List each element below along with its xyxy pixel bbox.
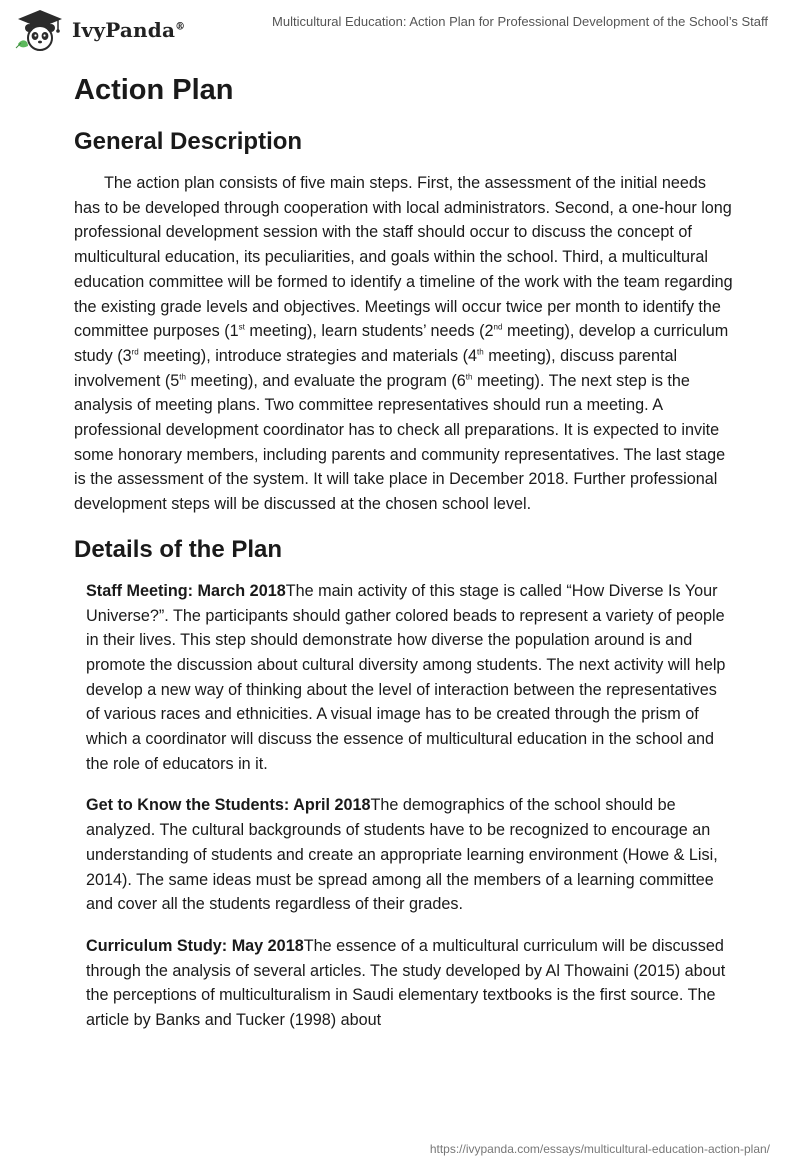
article-content (74, 70, 734, 1050)
plan-item-text: The demographics of the school should be analyzed. The cultural backgrounds of students have to be recognized to encourage an understanding of students and create an appropriate learning environment (Howe & Lisi, 2014). The same ideas must be spread among all the members of a learning committee and cover all the students regardless of their grades. (86, 796, 718, 914)
source-url[interactable]: https://ivypanda.com/essays/multicultural-education-action-plan/ (429, 1142, 770, 1156)
document-title: Multicultural Education: Action Plan for Professional Development of the School’s Staff (272, 14, 768, 29)
plan-item-curriculum-study (74, 934, 734, 1033)
page-header (0, 0, 800, 56)
plan-item-label: Staff Meeting: March 2018 (86, 581, 286, 600)
logo-text: IvyPanda® (72, 18, 186, 42)
plan-item-label: Curriculum Study: May 2018 (86, 936, 304, 955)
plan-item-staff-meeting (74, 579, 734, 777)
panda-graduate-icon (12, 8, 68, 52)
plan-item-know-students (74, 793, 734, 917)
section-heading-general: General Description (74, 128, 303, 155)
plan-item-text: The main activity of this stage is called “How Diverse Is Your Universe?”. The participants should gather colored beads to represent a variety of people in their lives. This step should demonstrate how diverse the population around is and promote the discussion about cultural diversity among students. The next activity will help develop a new way of thinking about the level of interaction between the representatives of various races and ethnicities. A visual image has to be created through the prism of which a coordinator will discuss the essence of multicultural education in the school and the role of educators in it. (86, 581, 726, 773)
section-heading-details: Details of the Plan (74, 535, 283, 563)
plan-item-text: The essence of a multicultural curriculum will be discussed through the analysis of several articles. The study developed by Al Thowaini (2015) about the perceptions of multiculturalism in Saudi elementary textbooks is the first source. The article by Banks and Tucker (1998) about (86, 936, 726, 1030)
general-description-paragraph: The action plan consists of five main steps. First, the assessment of the initial needs has to be developed through cooperation with local administrators. Second, a one-hour long professional development session with the staff should occur to discuss the concept of multicultural education, its peculiarities, and goals within the school. Third, a multicultural education committee will be formed to identify a timeline of the work with the team regarding the existing grade levels and objectives. Meetings will occur twice per month to identify the committee purposes (1st meeting), learn students’ needs (2nd meeting), develop a curriculum study (3rd meeting), introduce strategies and materials (4th meeting), discuss parental involvement (5th meeting), and evaluate the program (6th meeting). The next step is the analysis of meeting plans. Two committee representatives should run a meeting. A professional development coordinator has to check all preparations. It is expected to invite some honorary members, including parents and community representatives. The last stage is the assessment of the system. It will take place in December 2018. Further professional development steps will be discussed at the chosen school level. (74, 174, 733, 514)
ivypanda-logo[interactable] (12, 8, 185, 52)
plan-item-label: Get to Know the Students: April 2018 (86, 796, 371, 815)
page-title: Action Plan (74, 74, 234, 106)
